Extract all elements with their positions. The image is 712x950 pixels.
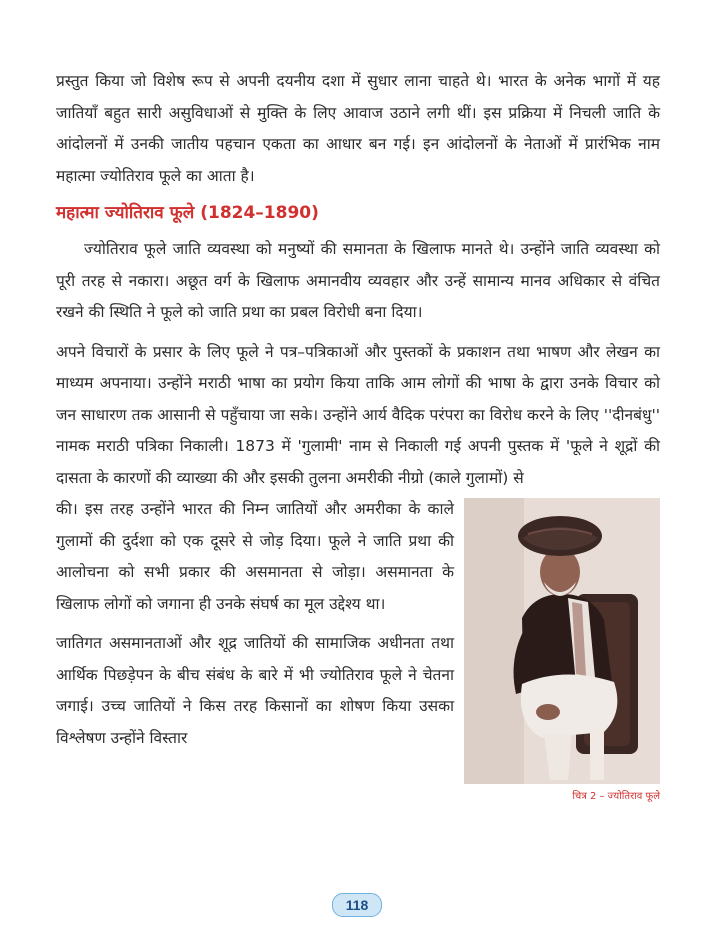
- figure: [464, 498, 660, 802]
- section-heading: महात्मा ज्योतिराव फूले (1824–1890): [56, 203, 319, 223]
- page-content: [56, 66, 660, 802]
- body-paragraph-2-continued: की। इस तरह उन्होंने भारत की निम्न जातियों और अमरीका के काले गुलामों की दुर्दशा को एक दूसरे से जोड़ दिया। फूले ने जाति प्रथा की आलोचना को सभी प्रकार की असमानता से जोड़ा। असमानता के खिलाफ लोगों को जगाना ही उनके संघर्ष का मूल उद्देश्य था।: [56, 500, 454, 613]
- page-number-badge: 118: [332, 893, 382, 917]
- body-paragraph-3: जातिगत असमानताओं और शूद्र जातियों की सामाजिक अधीनता तथा आर्थिक पिछड़ेपन के बीच संबंध के बारे में भी ज्योतिराव फूले ने चेतना जगाई। उच्च जातियों ने किस तरह किसानों का शोषण किया उसका विश्लेषण उन्होंने विस्तार: [56, 634, 454, 747]
- body-paragraph-1: ज्योतिराव फूले जाति व्यवस्था को मनुष्यों की समानता के खिलाफ मानते थे। उन्होंने जाति व्यवस्था को पूरी तरह से नकारा। अछूत वर्ग के खिलाफ अमानवीय व्यवहार और उन्हें सामान्य मानव अधिकार से वंचित रखने की स्थिति ने फूले को जाति प्रथा का प्रबल विरोधी बना दिया।: [56, 240, 660, 321]
- body-paragraph-2: अपने विचारों के प्रसार के लिए फूले ने पत्र–पत्रिकाओं और पुस्तकों के प्रकाशन तथा भाषण और लेखन का माध्यम अपनाया। उन्होंने मराठी भाषा का प्रयोग किया ताकि आम लोगों की भाषा के द्वारा उनके विचार को जन साधारण तक आसानी से पहुँचाया जा सके। उन्होंने आर्य वैदिक परंपरा का विरोध करने के लिए ''दीनबंधु'' नामक मराठी पत्रिका निकाली। 1873 में 'गुलामी' नाम से निकाली गई अपनी पुस्तक में 'फूले ने शूद्रों की दासता के कारणों की व्याख्या की और इसकी तुलना अमरीकी नीग्रो (काले गुलामों) से: [56, 342, 660, 487]
- text-with-figure: [56, 494, 660, 802]
- intro-paragraph: प्रस्तुत किया जो विशेष रूप से अपनी दयनीय दशा में सुधार लाना चाहते थे। भारत के अनेक भागों में यह जातियाँ बहुत सारी असुविधाओं से मुक्ति के लिए आवाज उठाने लगी थीं। इस प्रक्रिया में निचली जाति के आंदोलनों में उनकी जातीय पहचान एकता का आधार बन गई। इन आंदोलनों के नेताओं में प्रारंभिक नाम महात्मा ज्योतिराव फूले का आता है।: [56, 72, 660, 185]
- portrait-photo: [464, 498, 660, 784]
- figure-caption: चित्र 2 – ज्योतिराव फूले: [572, 791, 660, 802]
- text-column: [56, 494, 454, 754]
